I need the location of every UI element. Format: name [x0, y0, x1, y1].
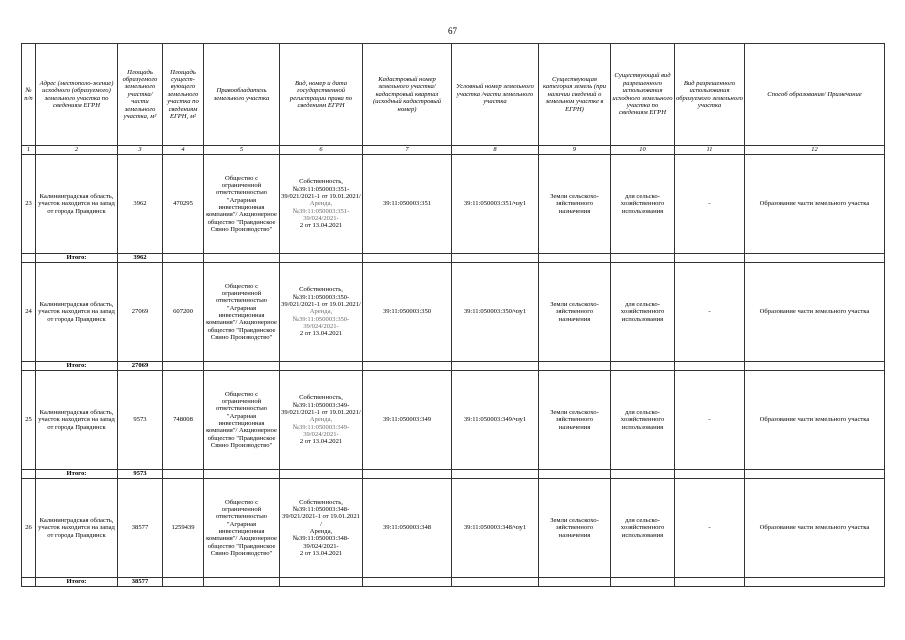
- total-area: 27069: [118, 362, 163, 371]
- row-owner: Общество с ограниченной ответственностью "Аграрная инвестиционная компания"/ Акционерное общество "Правдинское Свино Производство": [204, 479, 280, 578]
- row-area-new: 27069: [118, 263, 163, 362]
- table-header-row: [22, 44, 885, 146]
- registration-lease-date: 2 от 13.04.2021: [299, 222, 343, 230]
- row-owner: Общество с ограниченной ответственностью "Аграрная инвестиционная компания"/ Акционерное общество "Правдинское Свино Производство": [204, 155, 280, 254]
- column-number: 7: [363, 146, 452, 155]
- table-row: [22, 479, 885, 578]
- total-label: Итого:: [36, 254, 118, 263]
- column-number: 3: [118, 146, 163, 155]
- column-number: 1: [22, 146, 36, 155]
- registration-lease-date: 2 от 13.04.2021: [299, 438, 343, 446]
- row-address: Калининградская область, участок находится на запад от города Правдинск: [36, 155, 118, 254]
- row-registration: [280, 155, 363, 254]
- header-area-existing: Площадь сущест-вующего земельного участка по сведениям ЕГРН, м²: [163, 44, 204, 146]
- header-method: Способ образования/ Примечание: [745, 44, 885, 146]
- row-area-new: 38577: [118, 479, 163, 578]
- row-method: Образование части земельного участка: [745, 371, 885, 470]
- row-method: Образование части земельного участка: [745, 479, 885, 578]
- row-area-existing: 470295: [163, 155, 204, 254]
- registration-ownership: Собственность, №39:11:050003:349-39/021/2021-1 от 19.01.2021/: [281, 394, 361, 416]
- row-conditional: 39:11:050003:348/чзу1: [452, 479, 539, 578]
- total-label: Итого:: [36, 362, 118, 371]
- row-num: 26: [22, 479, 36, 578]
- table-row: [22, 263, 885, 362]
- header-address: Адрес (местополо-жение) исходного (образуемого) земельного участка по сведениям ЕГРН: [36, 44, 118, 146]
- page-number: 67: [448, 26, 457, 36]
- row-area-new: 3962: [118, 155, 163, 254]
- row-cadastral: 39:11:050003:348: [363, 479, 452, 578]
- column-number: 10: [611, 146, 675, 155]
- header-num: № п/п: [22, 44, 36, 146]
- row-registration: [280, 479, 363, 578]
- header-category: Существующая категория земель (при наличии сведений о земельном участке в ЕГРН): [539, 44, 611, 146]
- row-area-existing: 1259439: [163, 479, 204, 578]
- row-registration: [280, 263, 363, 362]
- registration-lease: Аренда, №39:11:050003:351-39/024/2021-: [292, 200, 350, 223]
- column-number-row: [22, 146, 885, 155]
- registration-lease: Аренда, №39:11:050003:348-39/024/2021-: [292, 528, 350, 550]
- row-conditional: 39:11:050003:351/чзу1: [452, 155, 539, 254]
- row-area-existing: 748008: [163, 371, 204, 470]
- row-num: 24: [22, 263, 36, 362]
- registration-lease-date: 2 от 13.04.2021: [299, 550, 343, 558]
- column-number: 4: [163, 146, 204, 155]
- row-category: Земли сельскохо-зяйственного назначения: [539, 371, 611, 470]
- row-address: Калининградская область, участок находится на запад от города Правдинск: [36, 479, 118, 578]
- column-number: 8: [452, 146, 539, 155]
- registration-lease-date: 2 от 13.04.2021: [299, 330, 343, 338]
- row-owner: Общество с ограниченной ответственностью "Аграрная инвестиционная компания"/ Акционерное общество "Правдинское Свино Производство": [204, 371, 280, 470]
- total-area: 3962: [118, 254, 163, 263]
- column-number: 9: [539, 146, 611, 155]
- row-method: Образование части земельного участка: [745, 263, 885, 362]
- table-row: [22, 155, 885, 254]
- row-area-new: 9573: [118, 371, 163, 470]
- row-address: Калининградская область, участок находится на запад от города Правдинск: [36, 263, 118, 362]
- column-number: 2: [36, 146, 118, 155]
- row-cadastral: 39:11:050003:349: [363, 371, 452, 470]
- row-cadastral: 39:11:050003:350: [363, 263, 452, 362]
- table-row: [22, 371, 885, 470]
- row-conditional: 39:11:050003:349/чзу1: [452, 371, 539, 470]
- registration-ownership: Собственность, №39:11:050003:350-39/021/2021-1 от 19.01.2021/: [281, 286, 361, 308]
- column-number: 11: [675, 146, 745, 155]
- header-cadastral: Кадастровый номер земельного участка/ кадастровый квартал (исходный кадастровый номер): [363, 44, 452, 146]
- row-use-existing: для сельско-хозяйственного использования: [611, 479, 675, 578]
- row-registration: [280, 371, 363, 470]
- registration-ownership: Собственность, №39:11:050003:351-39/021/2021-1 от 19.01.2021/: [281, 178, 361, 200]
- land-plots-table: [21, 43, 885, 587]
- row-use-existing: для сельско-хозяйственного использования: [611, 371, 675, 470]
- row-area-existing: 607200: [163, 263, 204, 362]
- row-num: 25: [22, 371, 36, 470]
- header-area-new: Площадь образуемого земельного участка/ части земельного участка, м²: [118, 44, 163, 146]
- row-category: Земли сельскохо-зяйственного назначения: [539, 155, 611, 254]
- row-category: Земли сельскохо-зяйственного назначения: [539, 263, 611, 362]
- total-row: [22, 578, 885, 587]
- row-num: 23: [22, 155, 36, 254]
- row-use-new: -: [675, 263, 745, 362]
- row-owner: Общество с ограниченной ответственностью "Аграрная инвестиционная компания"/ Акционерное общество "Правдинское Свино Производство": [204, 263, 280, 362]
- row-use-new: -: [675, 371, 745, 470]
- row-conditional: 39:11:050003:350/чзу1: [452, 263, 539, 362]
- header-registration: Вид, номер и дата государственной регистрации права по сведениям ЕГРН: [280, 44, 363, 146]
- row-use-existing: для сельско-хозяйственного использования: [611, 155, 675, 254]
- header-conditional: Условный номер земельного участка /части земельного участка: [452, 44, 539, 146]
- row-address: Калининградская область, участок находится на запад от города Правдинск: [36, 371, 118, 470]
- total-label: Итого:: [36, 578, 118, 587]
- registration-ownership: Собственность, №39:11:050003:348-39/021/2021-1 от 19.01.2021 /: [282, 498, 360, 528]
- total-area: 38577: [118, 578, 163, 587]
- header-use-new: Вид разрешенного использования образуемого земельного участка: [675, 44, 745, 146]
- header-use-existing: Существующий вид разрешенного использования исходного земельного участка по сведениям ЕГРН: [611, 44, 675, 146]
- row-use-new: -: [675, 479, 745, 578]
- row-use-existing: для сельско-хозяйственного использования: [611, 263, 675, 362]
- row-method: Образование части земельного участка: [745, 155, 885, 254]
- total-row: [22, 470, 885, 479]
- total-row: [22, 362, 885, 371]
- row-use-new: -: [675, 155, 745, 254]
- column-number: 6: [280, 146, 363, 155]
- registration-lease: Аренда, №39:11:050003:350-39/024/2021-: [292, 308, 350, 331]
- row-cadastral: 39:11:050003:351: [363, 155, 452, 254]
- header-owner: Правообладатель земельного участка: [204, 44, 280, 146]
- total-label: Итого:: [36, 470, 118, 479]
- column-number: 5: [204, 146, 280, 155]
- total-row: [22, 254, 885, 263]
- row-category: Земли сельскохо-зяйственного назначения: [539, 479, 611, 578]
- total-area: 9573: [118, 470, 163, 479]
- registration-lease: Аренда, №39:11:050003:349-39/024/2021-: [292, 416, 350, 439]
- column-number: 12: [745, 146, 885, 155]
